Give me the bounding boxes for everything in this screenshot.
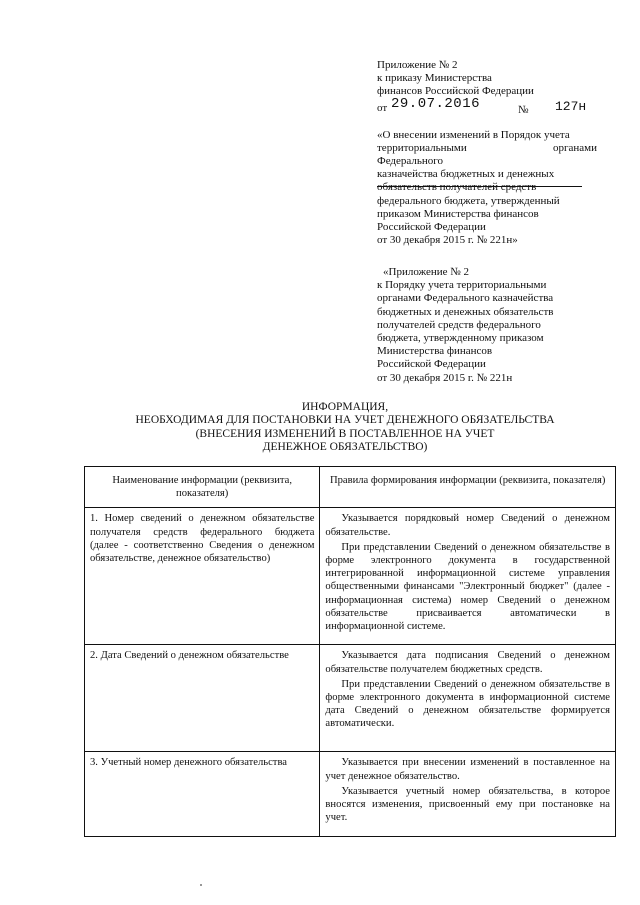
annex-procedure-block — [377, 266, 607, 385]
description-line: приказом Министерства финансов — [377, 207, 539, 220]
description-line-justified — [377, 142, 597, 155]
description-line: обязательств получателей средств — [377, 181, 537, 194]
document-heading — [100, 401, 590, 454]
description-line: федерального бюджета, утвержденный — [377, 194, 560, 207]
heading-line: (ВНЕСЕНИЯ ИЗМЕНЕНИЙ В ПОСТАВЛЕННОЕ НА УЧЕТ — [195, 427, 495, 440]
procedure-line: Российской Федерации — [377, 358, 486, 371]
description-word: территориальными — [377, 141, 467, 154]
heading-line: ДЕНЕЖНОЕ ОБЯЗАТЕЛЬСТВО) — [262, 440, 428, 453]
row-rules-cell — [320, 645, 616, 752]
description-line: казначейства бюджетных и денежных — [377, 168, 555, 181]
annex-ref-line: финансов Российской Федерации — [377, 85, 534, 98]
rule-paragraph: Указывается порядковый номер Сведений о денежном обязательстве. — [325, 513, 610, 538]
heading-line: ИНФОРМАЦИЯ, — [301, 401, 389, 413]
procedure-line: «Приложение № 2 — [383, 266, 470, 278]
order-date-number-row — [377, 95, 617, 117]
description-word: органами — [552, 141, 597, 154]
order-date-stamp: 29.07.2016 — [391, 95, 481, 112]
procedure-line: бюджетных и денежных обязательств — [377, 305, 554, 318]
table-header-rules: Правила формирования информации (реквизита, показателя) — [320, 467, 616, 508]
row-name-cell: 2. Дата Сведений о денежном обязательстве — [85, 645, 320, 752]
table-row — [85, 508, 616, 645]
table-row — [85, 752, 616, 837]
procedure-line: от 30 декабря 2015 г. № 221н — [377, 371, 513, 384]
heading-line: НЕОБХОДИМАЯ ДЛЯ ПОСТАНОВКИ НА УЧЕТ ДЕНЕЖНОГО ОБЯЗАТЕЛЬСТВА — [135, 414, 555, 427]
description-line: «О внесении изменений в Порядок учета — [377, 128, 570, 141]
procedure-line: бюджета, утвержденному приказом — [377, 332, 544, 345]
procedure-line: Министерства финансов — [377, 345, 493, 358]
signature-rule — [377, 186, 582, 187]
annex-title: Приложение № 2 — [377, 59, 458, 71]
date-prefix: от — [377, 101, 388, 114]
row-name-cell: 3. Учетный номер денежного обязательства — [85, 752, 320, 837]
table-row — [85, 645, 616, 752]
scan-speck — [200, 884, 202, 886]
annex-order-block — [377, 59, 617, 247]
rule-paragraph: При представлении Сведений о денежном обязательстве в форме электронного документа в государственной интегрированной информационной системе управления общественными финансами "Электронный бюджет" (далее - информационная система) номер Сведений о денежном обязательстве присваивается автоматически в информационной системе. — [325, 541, 610, 633]
description-line: от 30 декабря 2015 г. № 221н» — [377, 234, 518, 247]
information-table — [84, 466, 616, 837]
table-header-row — [85, 467, 616, 508]
description-line: Федерального — [377, 155, 444, 168]
table-header-name: Наименование информации (реквизита, показателя) — [85, 467, 320, 508]
rule-paragraph: Указывается дата подписания Сведений о денежном обязательстве получателем бюджетных средств. — [325, 650, 610, 675]
annex-ref-line: к приказу Министерства — [377, 72, 492, 85]
row-rules-cell — [320, 752, 616, 837]
row-name-cell: 1. Номер сведений о денежном обязательстве получателя средств федерального бюджета (далее - соответственно Сведения о денежном обязательстве, денежное обязательство) — [85, 508, 320, 645]
procedure-line: получателей средств федерального — [377, 318, 541, 331]
rule-paragraph: Указывается учетный номер обязательства, в которое вносятся изменения, присвоенный ему при постановке на учет. — [325, 785, 610, 824]
procedure-line: к Порядку учета территориальными — [377, 279, 547, 292]
order-number-stamp: 127н — [555, 98, 587, 114]
rule-paragraph: Указывается при внесении изменений в поставленное на учет денежное обязательство. — [325, 757, 610, 782]
number-sign: № — [518, 103, 529, 116]
row-rules-cell — [320, 508, 616, 645]
description-line: Российской Федерации — [377, 221, 486, 234]
annex-order-description — [377, 129, 617, 248]
rule-paragraph: При представлении Сведений о денежном обязательстве в форме электронного документа в информационной системе дата Сведений о денежном обязательстве формируется автоматически. — [325, 678, 610, 730]
procedure-line: органами Федерального казначейства — [377, 292, 554, 305]
